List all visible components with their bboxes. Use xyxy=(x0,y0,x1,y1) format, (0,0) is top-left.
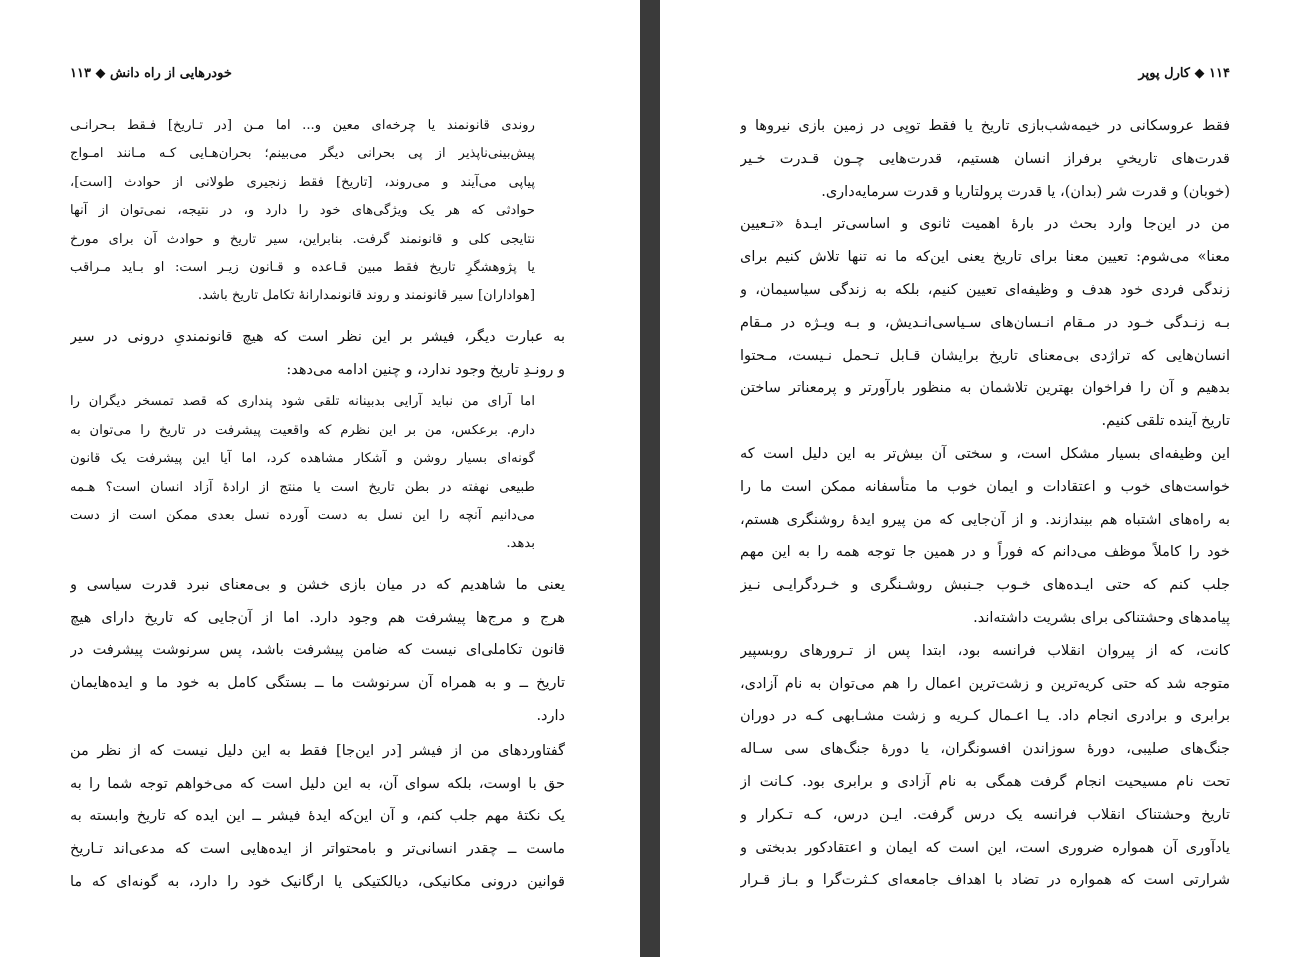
text-line: این وظیفه‌ای بسیار مشکل است، و سختی آن بیش‌تر به این دلیل است که xyxy=(740,445,1230,462)
paragraph xyxy=(70,569,565,733)
text-line: بـه زنـدگی خـود در مـقام انـسان‌های سـیاسی‌انـدیش، و بـه ویـژه در مـقام xyxy=(740,314,1230,331)
paragraph xyxy=(740,635,1230,897)
text-line: انسان‌هایی که تراژدی بی‌معنای تاریخ برایشان قـابل تـحمل نـیست، مـحتوا xyxy=(740,347,1230,364)
block-quote xyxy=(70,388,535,558)
left-page xyxy=(0,0,640,957)
text-line: می‌دانیم آنچه را این نسل به دست آورده نسل بعدی ممکن است از دست xyxy=(70,508,535,524)
text-line: شرارتی است که همواره در تضاد با اهداف جامعه‌ای کـثرت‌گرا و بـاز قـرار xyxy=(740,872,1230,889)
text-line: زندگی فردی خود هدف و وظیفه‌ای تعیین کنیم، بلکه به زندگی سیاسیمان، و xyxy=(740,281,1230,298)
text-line: پیش‌بینی‌ناپذیر از پی بحرانی دیگر می‌بینم؛ بحران‌هـایی کـه مـانند امـواج xyxy=(70,146,535,162)
text-line: گونه‌ای بسیار روشن و آشکار مشاهده کرد، اما آیا این پیشرفت یک قانون xyxy=(70,451,535,467)
text-line: تاریخ وحشتناک انقلاب فرانسه یک درس گرفت. ایـن درس، کـه تـکرار و xyxy=(740,806,1230,823)
text-line: پیامدهای وحشتناکی برای بشریت داشته‌اند. xyxy=(973,609,1230,626)
text-line: به عبارت دیگر، فیشر بر این نظر است که هیچ قانونمندیِ درونی در سیر xyxy=(70,328,565,345)
left-page-header: خودرهایی از راه دانش ◆ ۱۱۳ xyxy=(70,66,232,81)
text-line: حق با اوست، بلکه سوای آن، به این دلیل است که می‌خواهم توجه شما را به xyxy=(70,775,565,792)
text-line: اما آرای من نباید آرایی بدبینانه تلقی شود پنداری که قصد تمسخر دیگران را xyxy=(70,394,535,410)
text-line: بدهیم و آن را فراخوان بهترین تلاشمان به منظور بارآورتر و پرمعناتر ساختن xyxy=(740,380,1230,397)
text-line: (خوبان) و قدرت شر (بدان)، یا قدرت پرولتاریا و قدرت سرمایه‌داری. xyxy=(821,183,1230,200)
text-line: و رونـدِ تاریخ وجود ندارد، و چنین ادامه می‌دهد: xyxy=(286,361,565,378)
paragraph xyxy=(740,110,1230,208)
text-line: روندی قانونمند یا چرخه‌ای معین و... اما مـن [در تـاریخ] فـقط بـحرانـی xyxy=(70,118,535,133)
text-line: تاریخ آینده تلقی کنیم. xyxy=(1101,413,1230,430)
text-line: [هواداران] سیر قانونمند و روند قانونمدارانهٔ تکامل تاریخ باشد. xyxy=(197,288,535,304)
text-line: دارم. برعکس، من بر این نظرم که واقعیت پیشرفت در تاریخ را می‌توان به xyxy=(70,422,535,438)
text-line: جنگ‌های صلیبی، دورهٔ سوزاندن افسونگران، یا دورهٔ جنگ‌های سی سـاله xyxy=(740,741,1230,758)
paragraph xyxy=(740,208,1230,438)
text-line: یعنی ما شاهدیم که در میان بازی خشن و بی‌معنای نبرد قدرت سیاسی و xyxy=(70,576,565,593)
text-line: قانون تکاملی‌ای نیست که ضامن پیشرفت باشد، پس سرنوشت پیشرفت در xyxy=(70,642,565,659)
text-line: هرج و مرج‌ها پیشرفت هم وجود دارد. اما از آن‌جایی که تاریخ دارای هیچ xyxy=(70,609,565,626)
text-line: معنا» می‌شوم: تعیین معنا برای تاریخ یعنی این‌که ما نه تنها تلاش کنیم برای xyxy=(740,249,1230,266)
text-line: جلب کنم که حتی ایـده‌های خـوب جـنبش روشـنگری و خـردگرایـی نـیز xyxy=(740,577,1230,594)
paragraph xyxy=(70,321,565,387)
text-line: برابری و برادری انجام داد. یـا اعـمال کـریه و زشت مشـابهی کـه در دوران xyxy=(740,708,1230,725)
text-line: فقط عروسکانی در خیمه‌شب‌بازی تاریخ یا فقط توپی در زمین بازی نیروها و xyxy=(740,118,1230,134)
book-gutter xyxy=(640,0,660,957)
text-line: خواست‌های خوب و اعتقادات و ایمان خوب ما متأسفانه ممکن است ما را xyxy=(740,478,1230,495)
text-line: قوانین درونی مکانیکی، دیالکتیکی یا ارگانیک خود را دارد، به گونه‌ای که ما xyxy=(70,874,565,891)
text-line: طبیعی نهفته در بطن تاریخ است یا منتج از ارادهٔ آزاد انسان است؟ هـمه xyxy=(70,479,535,495)
text-line: کانت، که از پیروان انقلاب فرانسه بود، ابتدا پس از تـرورهای روبسپیر xyxy=(740,642,1230,659)
text-line: بدهد. xyxy=(506,536,535,552)
text-line: یا پژوهشگرِ تاریخ فقط مبین قـاعده و قـانون زیـر است: او بـاید مـراقب xyxy=(70,260,535,276)
text-line: دارد. xyxy=(536,708,565,725)
text-line: پیاپی می‌آیند و می‌روند، [تاریخ] فقط زنجیری طولانی از حوادث [است]، xyxy=(70,174,535,190)
text-line: متوجه شد که حتی کریه‌ترین و زشت‌ترین اعمال را هم می‌توان به نام آزادی، xyxy=(740,675,1230,692)
text-line: تحت نام مسیحیت انجام گرفت همگی به نام آزادی و برابری بود. کـانت از xyxy=(740,773,1230,790)
text-line: گفتاوردهای من از فیشر [در این‌جا] فقط به این دلیل نیست که از نظر من xyxy=(70,742,565,759)
text-line: من در این‌جا وارد بحث در بارهٔ اهمیت ثانوی و اساسی‌تر ایـدهٔ «تـعیین xyxy=(740,216,1230,233)
right-page-header: ۱۱۴ ◆ کارل پوپر xyxy=(1138,66,1230,81)
text-line: قدرت‌های تاریخیِ برفراز انسان هستیم، قدرت‌هایی چـون قـدرت خـیر xyxy=(740,150,1230,167)
paragraph xyxy=(740,438,1230,635)
block-quote xyxy=(70,112,535,311)
text-line: به راه‌های اشتباه هم بیندازند. و از آن‌جایی که من پیرو ایدهٔ روشنگری هستم، xyxy=(740,511,1230,528)
right-page-content xyxy=(740,110,1230,897)
paragraph xyxy=(70,735,565,899)
text-line: خود را کاملاً موظف می‌دانم که فوراً و در همین جا توجه همه را به این مهم xyxy=(740,544,1230,561)
text-line: یادآوری آن همواره ضروری است، این است که ایمان و اعتقادکور بدبختی و xyxy=(740,839,1230,856)
text-line: یک نکتهٔ مهم جلب کنم، و آن این‌که ایدهٔ فیشر ــ این ایده که تاریخ وابسته به xyxy=(70,808,565,825)
text-line: تاریخ ــ و به همراه آن سرنوشت ما ــ بستگی کامل به خود ما و ایده‌هایمان xyxy=(70,675,565,692)
text-line: نتایجی کلی و قانونمند گرفت. بنابراین، سیر تاریخ و حوادث آن برای مورخ xyxy=(70,231,535,247)
right-page xyxy=(660,0,1301,957)
text-line: ماست ــ چقدر انسانی‌تر و بامحتواتر از ایده‌هایی است که مدعی‌اند تـاریخ xyxy=(70,841,565,858)
left-page-content xyxy=(70,110,565,901)
text-line: حوادثی که هر یک ویژگی‌های خود را دارد و، در نتیجه، نمی‌توان از آنها xyxy=(70,203,535,219)
